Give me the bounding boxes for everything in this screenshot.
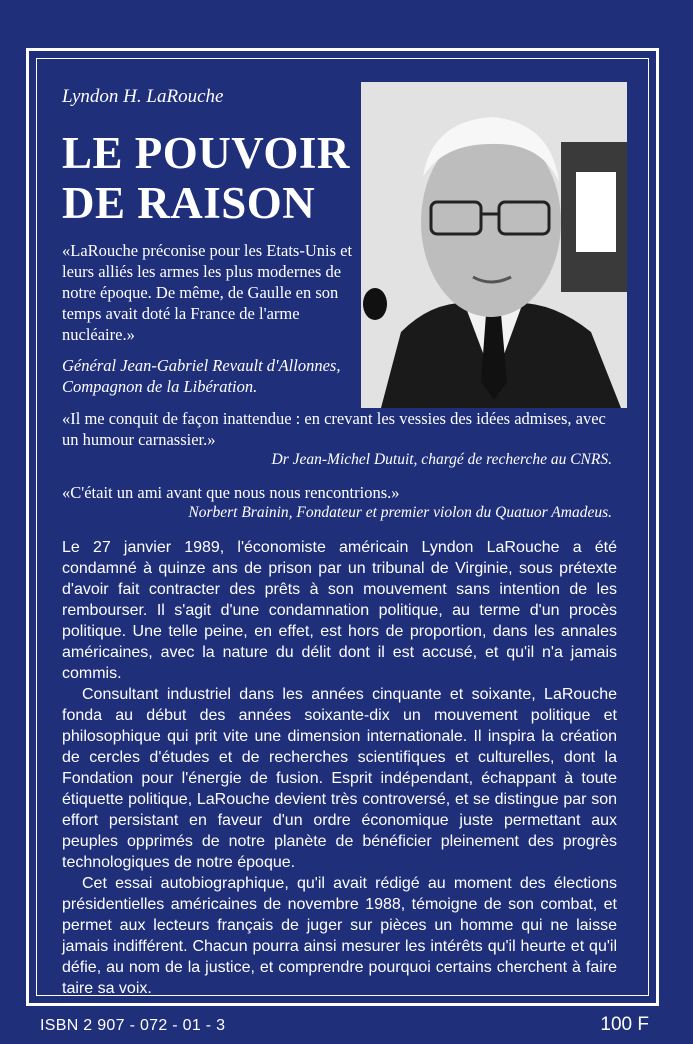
title-line-1: LE POUVOIR [62,128,350,178]
title-line-2: DE RAISON [62,178,316,228]
summary-paragraph-3: Cet essai autobiographique, qu'il avait rédigé au moment des élections présidentielles américaines de novembre 1988, témoigne de son combat, et permet aux lecteurs français de juger sur pièces un homme qui ne laisse jamais indifférent. Chacun pourra ainsi mesurer les intérêts qu'il heurte et qu'il défie, au nom de la justice, et comprendre pourquoi certains cherchent à faire taire sa voix. [62,875,617,997]
price-label: 100 F [600,1014,649,1035]
quote-1-attribution: Général Jean-Gabriel Revault d'Allonnes, Compagnon de la Libération. [62,356,341,396]
book-title [62,128,362,228]
summary-paragraph-1: Le 27 janvier 1989, l'économiste américain Lyndon LaRouche a été condamné à quinze ans de prison par un tribunal de Virginie, sous prétexte d'avoir fait contracter des prêts à son mouvement sans intention de les rembourser. Il s'agit d'une condamnation politique, au terme d'un procès politique. Une telle peine, en effet, est hors de proportion, dans les annales américaines, avec la nature du délit dont il est accusé, et qu'il n'a jamais commis. [62,539,617,682]
author-portrait-photo [361,82,627,408]
isbn-number: ISBN 2 907 - 072 - 01 - 3 [40,1017,226,1034]
quote-3-text: «C'était un ami avant que nous nous rencontrions.» [62,483,400,502]
quote-3-attribution: Norbert Brainin, Fondateur et premier violon du Quatuor Amadeus. [188,504,612,521]
quote-1-text: «LaRouche préconise pour les Etats-Unis et leurs alliés les armes les plus modernes de notre époque. De même, de Gaulle en son temps avait doté la France de l'arme nucléaire.» [62,241,353,344]
quote-2-attribution: Dr Jean-Michel Dutuit, chargé de recherche au CNRS. [271,451,612,468]
quote-2-text: «Il me conquit de façon inattendue : en crevant les vessies des idées admises, avec un humour carnassier.» [62,409,606,449]
summary-paragraph-2: Consultant industriel dans les années cinquante et soixante, LaRouche fonda au début des années soixante-dix un mouvement politique et philosophique qui prit vite une dimension internationale. Il inspira la création de cercles d'études et de recherches scientifiques et culturelles, dont la Fondation pour l'énergie de fusion. Esprit indépendant, échappant à toute étiquette politique, LaRouche devient très controversé, et se distingue par son effort persistant en faveur d'un ordre économique juste permettant aux peuples opprimés de notre planète de bénéficier pleinement des progrès technologiques de notre époque. [62,686,617,871]
back-cover-summary [62,537,617,999]
portrait-illustration [361,82,627,408]
author-name: Lyndon H. LaRouche [62,86,224,107]
